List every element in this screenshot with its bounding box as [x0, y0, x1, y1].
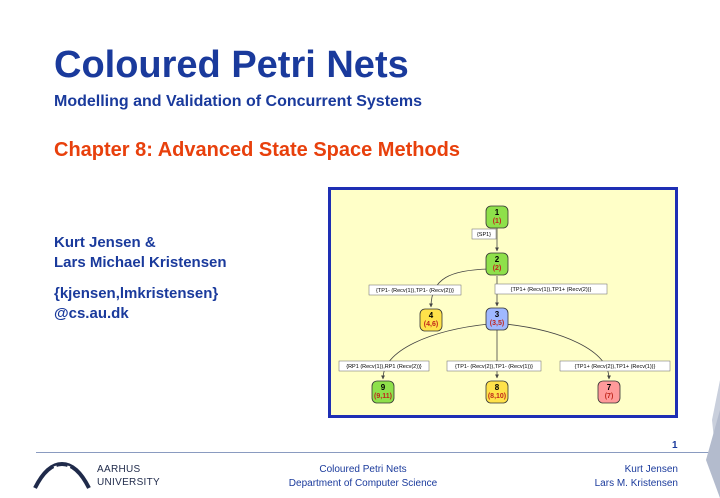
footer-author: Lars M. Kristensen: [594, 478, 678, 489]
svg-text:{TP1+ (Recv(1)),TP1+ (Recv(2)): {TP1+ (Recv(1)),TP1+ (Recv(2))}: [510, 287, 592, 293]
svg-text:(4,6): (4,6): [423, 321, 439, 328]
slide-subtitle: Modelling and Validation of Concurrent Systems: [54, 93, 423, 110]
authors: [54, 233, 227, 273]
decorative-edge-graphic: [700, 380, 720, 498]
footer-divider: [36, 452, 720, 453]
node-1: [486, 206, 508, 228]
svg-text:{TP1- (Recv(1)),TP1- (Recv(2)): {TP1- (Recv(1)),TP1- (Recv(2))}: [376, 288, 454, 294]
chapter-heading: Chapter 8: Advanced State Space Methods: [54, 139, 461, 161]
node-2: [486, 253, 508, 275]
author-line: Kurt Jensen &: [54, 234, 156, 251]
node-8: [486, 381, 508, 403]
arc-label-to9: [339, 361, 429, 371]
footer-authors: [595, 463, 678, 491]
arc-label-to7: [560, 361, 670, 371]
svg-text:(7): (7): [604, 393, 614, 400]
svg-text:{TP1- (Recv(2)),TP1- (Recv(1)): {TP1- (Recv(2)),TP1- (Recv(1))}: [455, 364, 533, 370]
email-line: {kjensen,lmkristensen}: [54, 285, 219, 302]
footer-course-info: [263, 463, 463, 491]
university-name: [97, 463, 160, 489]
node-7: [598, 381, 620, 403]
state-space-diagram: [328, 187, 678, 418]
node-9: [372, 381, 394, 403]
page-number: 1: [672, 440, 678, 451]
svg-text:(1): (1): [492, 218, 502, 225]
svg-text:{TP1+ (Recv(2)),TP1+ (Recv(1)): {TP1+ (Recv(2)),TP1+ (Recv(1))}: [574, 364, 656, 370]
node-4: [420, 309, 442, 331]
arc-label-to4: [369, 285, 461, 295]
node-3: [486, 308, 508, 330]
svg-text:1: 1: [494, 208, 500, 217]
svg-text:(8,10): (8,10): [487, 393, 507, 400]
arc-label-to8: [447, 361, 541, 371]
svg-text:7: 7: [606, 383, 612, 392]
arc-label-sp1: [472, 229, 496, 239]
aarhus-university-logo-icon: [33, 460, 91, 490]
author-line: Lars Michael Kristensen: [54, 254, 227, 271]
scc-graph: [331, 190, 675, 415]
footer-department: Department of Computer Science: [288, 478, 438, 489]
slide-title: Coloured Petri Nets: [54, 44, 409, 86]
svg-text:{SP1}: {SP1}: [476, 232, 492, 238]
contact-email: [54, 284, 218, 324]
svg-text:9: 9: [380, 383, 386, 392]
arc-label-to3: [495, 284, 607, 294]
footer-course-title: Coloured Petri Nets: [319, 464, 407, 475]
svg-text:8: 8: [494, 383, 500, 392]
email-line: @cs.au.dk: [54, 305, 129, 322]
svg-text:{RP1 (Recv(1)),RP1 (Recv(2))}: {RP1 (Recv(1)),RP1 (Recv(2))}: [346, 364, 422, 370]
svg-text:2: 2: [494, 255, 500, 264]
university-line: UNIVERSITY: [97, 477, 161, 488]
footer-author: Kurt Jensen: [624, 464, 678, 475]
svg-text:(2): (2): [492, 265, 502, 272]
university-line: AARHUS: [97, 464, 141, 475]
svg-text:4: 4: [428, 311, 434, 320]
svg-text:(3,5): (3,5): [489, 320, 505, 327]
svg-text:3: 3: [494, 310, 500, 319]
svg-text:(9,11): (9,11): [374, 393, 392, 400]
